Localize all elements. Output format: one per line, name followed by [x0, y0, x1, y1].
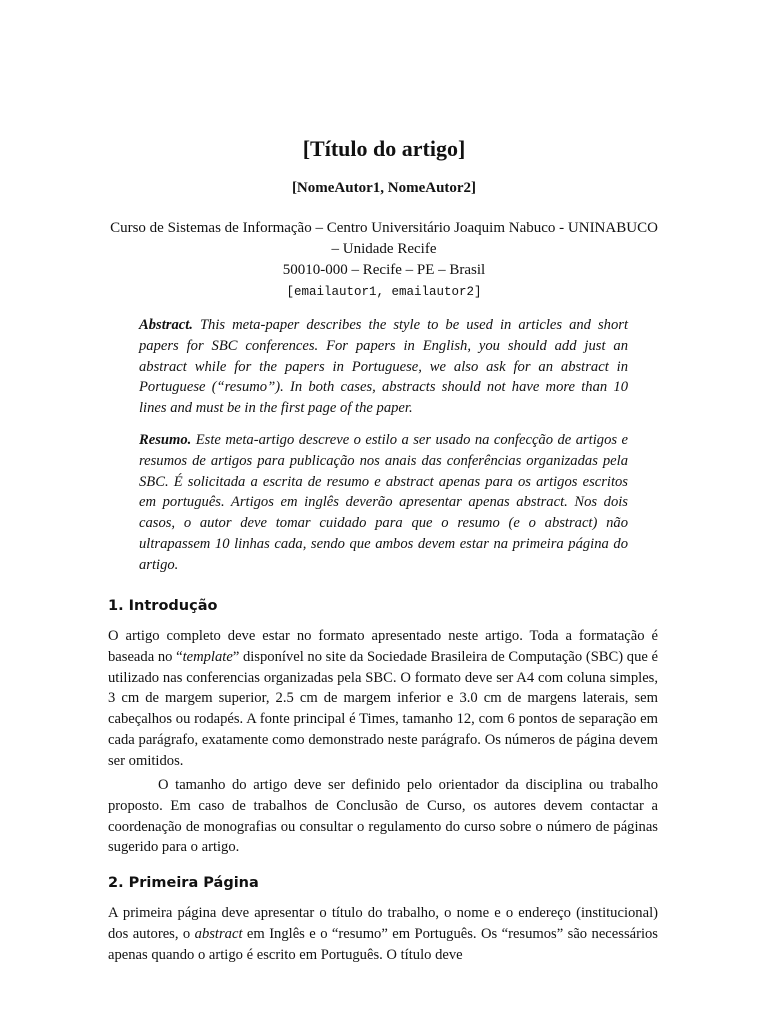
affiliation-institution: Curso de Sistemas de Informação – Centro Universitário Joaquim Nabuco - UNINABUCO – Unidade Recife	[110, 220, 658, 257]
paragraph-introducao-2: O tamanho do artigo deve ser definido pelo orientador da disciplina ou trabalho proposto. Em caso de trabalhos de Conclusão de Curso, os autores devem contactar a coordenação de monografias ou consultar o regulamento do curso sobre o número de páginas sugerido para o artigo.	[108, 777, 658, 856]
emphasis-abstract: abstract	[194, 925, 243, 942]
section-heading-primeira-pagina: 2. Primeira Página	[108, 875, 259, 891]
resumo-label: Resumo.	[139, 432, 192, 448]
affiliation-address: 50010-000 – Recife – PE – Brasil	[282, 262, 486, 278]
section-heading-introducao: 1. Introdução	[108, 598, 218, 614]
text-run: ” disponível no site da Sociedade Brasileira de Computação (SBC) que é utilizado nas conferencias organizadas pela SBC. O formato deve ser A4 com coluna simples, 3 cm de margem superior, 2.5 cm de margem inferior e 3.0 cm de margens laterais, sem cabeçalhos ou rodapés. A fonte principal é Times, tamanho 12, com 6 pontos de separação em cada parágrafo, exatamente como demonstrado neste parágrafo. Os números de página devem ser omitidos.	[108, 648, 658, 769]
paper-title: [Título do artigo]	[302, 136, 466, 161]
affiliation-block	[110, 218, 658, 302]
abstract-text: This meta-paper describes the style to be used in articles and short papers for SBC conferences. For papers in English, you should add just an abstract while for the papers in Portuguese, we also ask for an abstract in Portuguese (“resumo”). In both cases, abstracts should not have more than 10 lines and must be in the first page of the paper.	[139, 317, 628, 417]
paragraph-primeira-pagina-1	[108, 903, 658, 965]
author-emails: [emailautor1, emailautor2]	[286, 285, 482, 299]
resumo-text: Este meta-artigo descreve o estilo a ser usado na confecção de artigos e resumos de artigos para publicação nos anais das conferências organizadas pela SBC. É solicitada a escrita de resumo e abstract apenas para os artigos escritos em português. Artigos em inglês deverão apresentar apenas abstract. Nos dois casos, o autor deve tomar cuidado para que o resumo (e o abstract) não ultrapassem 10 linhas cada, sendo que ambos devem estar na primeira página do artigo.	[139, 432, 628, 573]
author-names: [NomeAutor1, NomeAutor2]	[291, 180, 477, 196]
emphasis-template: template	[182, 648, 233, 665]
abstract-portuguese	[139, 430, 628, 576]
text-run: A primeira página deve apresentar o título do trabalho, o nome e o endereço (institucional) dos autores, o	[108, 905, 658, 942]
text-run: O artigo completo deve estar no formato apresentado neste artigo. Toda a formatação é baseada no “	[108, 628, 658, 665]
text-run: em Inglês e o “resumo” em Português. Os “resumos” são necessários apenas quando o artigo é escrito em Português. O título deve	[108, 925, 658, 963]
abstract-english	[139, 315, 628, 419]
paragraph-introducao-1	[108, 626, 658, 772]
abstract-label: Abstract.	[139, 317, 193, 333]
